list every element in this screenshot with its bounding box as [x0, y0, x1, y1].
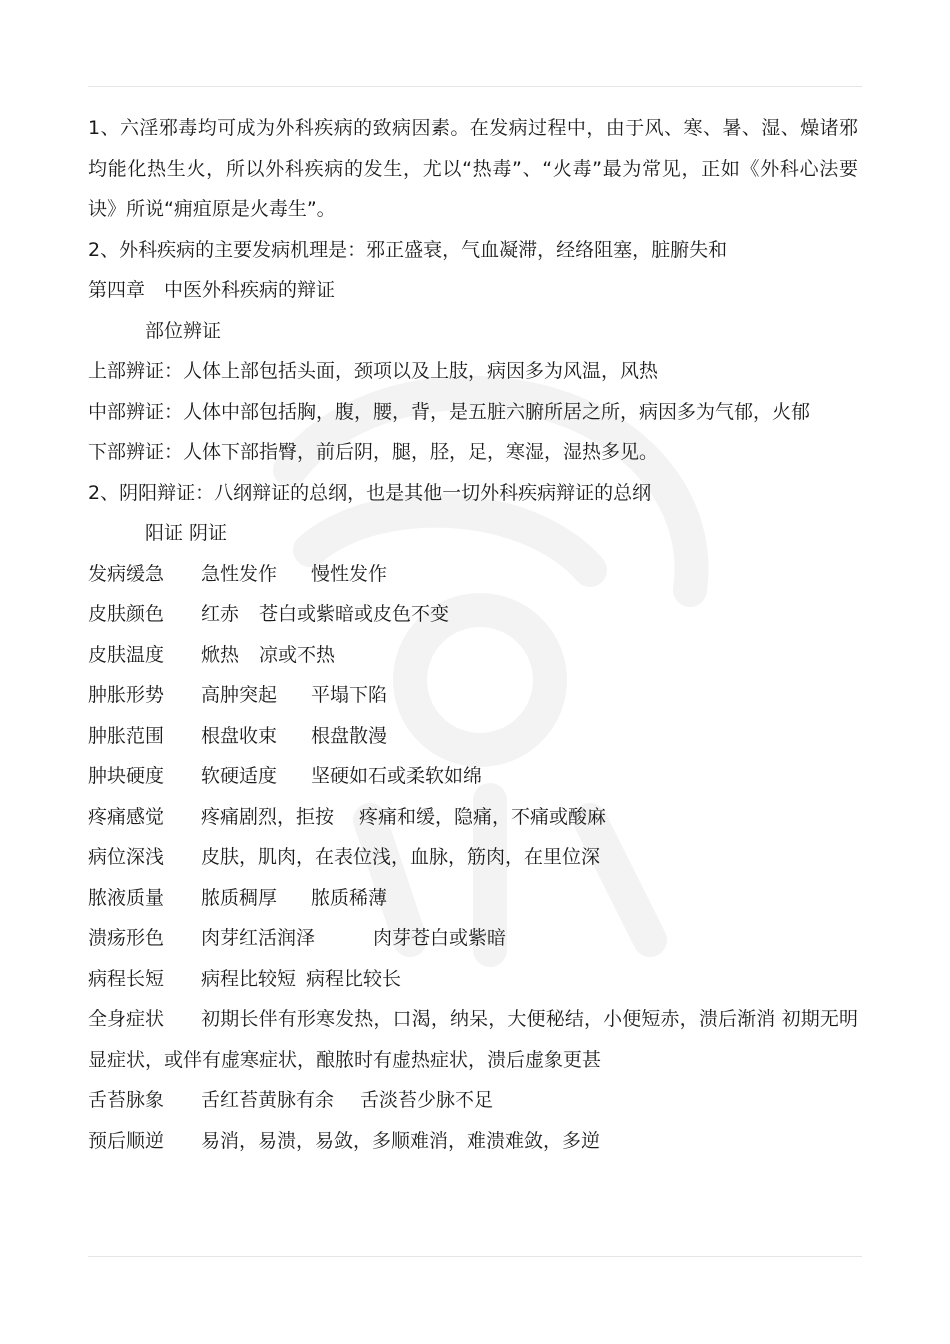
table-row	[88, 959, 858, 1000]
row-key: 溃疡形色	[88, 927, 165, 949]
row-yang: 肉芽红活润泽	[201, 927, 316, 949]
table-row	[88, 1080, 858, 1121]
comparison-table-tail	[88, 1080, 858, 1161]
row-yin: 苍白或紫暗或皮色不变	[259, 603, 450, 625]
row-yin: 凉或不热	[259, 643, 336, 666]
row-key: 病位深浅	[88, 846, 165, 868]
bottom-divider	[88, 1256, 862, 1257]
row-yin: 疼痛和缓，隐痛，不痛或酸麻	[359, 805, 607, 828]
row-key: 脓液质量	[88, 886, 165, 909]
row-key: 肿胀范围	[88, 724, 165, 747]
document-body	[88, 108, 858, 1161]
table-row	[88, 918, 858, 959]
systemic-symptoms	[88, 999, 858, 1080]
row-yang: 皮肤，肌肉，在表位浅，	[201, 846, 411, 868]
row-key: 发病缓急	[88, 562, 165, 585]
row-yin: 根盘散漫	[311, 724, 388, 747]
row-yin: 坚硬如石或柔软如绵	[311, 765, 483, 787]
row-yin: 肉芽苍白或紫暗	[373, 927, 507, 949]
section-title: 部位辨证	[145, 319, 222, 342]
row-key: 预后顺逆	[88, 1129, 165, 1152]
row-yin: 慢性发作	[311, 562, 388, 585]
paragraph-mechanism: 2、外科疾病的主要发病机理是：邪正盛衰，气血凝滞，经络阻塞，脏腑失和	[88, 238, 728, 261]
table-row	[88, 594, 858, 635]
row-yin: 血脉，筋肉，在里位深	[410, 846, 601, 868]
row-yang: 易消，易溃，易敛，多顺	[201, 1129, 411, 1152]
row-yin: 脓质稀薄	[311, 886, 388, 909]
row-key: 肿块硬度	[88, 765, 165, 787]
paragraph-pathogen: 1、六淫邪毒均可成为外科疾病的致病因素。在发病过程中，由于风、寒、暑、湿、燥诸邪均能化热生火，所以外科疾病的发生，尤以“热毒”、“火毒”最为常见，正如《外科心法要诀》所说“痈疽原是火毒生”。	[88, 117, 858, 220]
table-row	[88, 716, 858, 757]
systemic-text: 初期长伴有形寒发热，口渴，纳呆，大便秘结，小便短赤，溃后渐消 初期无明显症状，或伴有虚寒症状，酿脓时有虚热症状，溃后虚象更甚	[88, 1008, 858, 1071]
table-row	[88, 1121, 858, 1162]
comparison-table	[88, 554, 858, 1000]
row-yang: 疼痛剧烈，拒按	[201, 805, 335, 828]
row-key: 皮肤温度	[88, 643, 165, 666]
row-yang: 舌红苔黄脉有余	[201, 1089, 335, 1111]
row-key: 疼痛感觉	[88, 805, 165, 828]
row-yang: 脓质稠厚	[201, 886, 278, 909]
row-yin: 病程比较长	[306, 967, 402, 990]
table-header: 阳证 阴证	[145, 522, 228, 544]
table-row	[88, 635, 858, 676]
table-row	[88, 837, 858, 878]
location-item-lower: 下部辨证：人体下部指臀，前后阴，腿，胫，足，寒湿，湿热多见。	[88, 441, 659, 463]
row-yang: 焮热	[201, 643, 240, 666]
row-yang: 红赤	[201, 603, 240, 625]
yin-yang-heading: 2、阴阳辩证：八纲辩证的总纲，也是其他一切外科疾病辩证的总纲	[88, 481, 652, 504]
location-item-upper: 上部辨证：人体上部包括头面，颈项以及上肢，病因多为风温，风热	[88, 360, 659, 382]
table-row	[88, 554, 858, 595]
table-row	[88, 675, 858, 716]
row-key: 肿胀形势	[88, 684, 165, 706]
location-item-middle: 中部辨证：人体中部包括胸，腹，腰，背，是五脏六腑所居之所，病因多为气郁，火郁	[88, 400, 811, 423]
row-yin: 舌淡苔少脉不足	[360, 1089, 494, 1111]
table-row	[88, 878, 858, 919]
chapter-title: 第四章 中医外科疾病的辩证	[88, 279, 336, 301]
row-yang: 高肿突起	[201, 684, 278, 706]
row-yang: 急性发作	[201, 562, 278, 585]
row-yin: 平塌下陷	[311, 684, 388, 706]
table-row	[88, 756, 858, 797]
top-divider	[88, 86, 862, 87]
row-key: 舌苔脉象	[88, 1089, 165, 1111]
row-yang: 软硬适度	[201, 765, 278, 787]
row-yang: 根盘收束	[201, 724, 278, 747]
systemic-key: 全身症状	[88, 1008, 165, 1030]
table-row	[88, 797, 858, 838]
row-yin: 难消，难溃难敛，多逆	[410, 1129, 601, 1152]
row-key: 病程长短	[88, 967, 165, 990]
row-key: 皮肤颜色	[88, 603, 165, 625]
row-yang: 病程比较短	[201, 967, 297, 990]
